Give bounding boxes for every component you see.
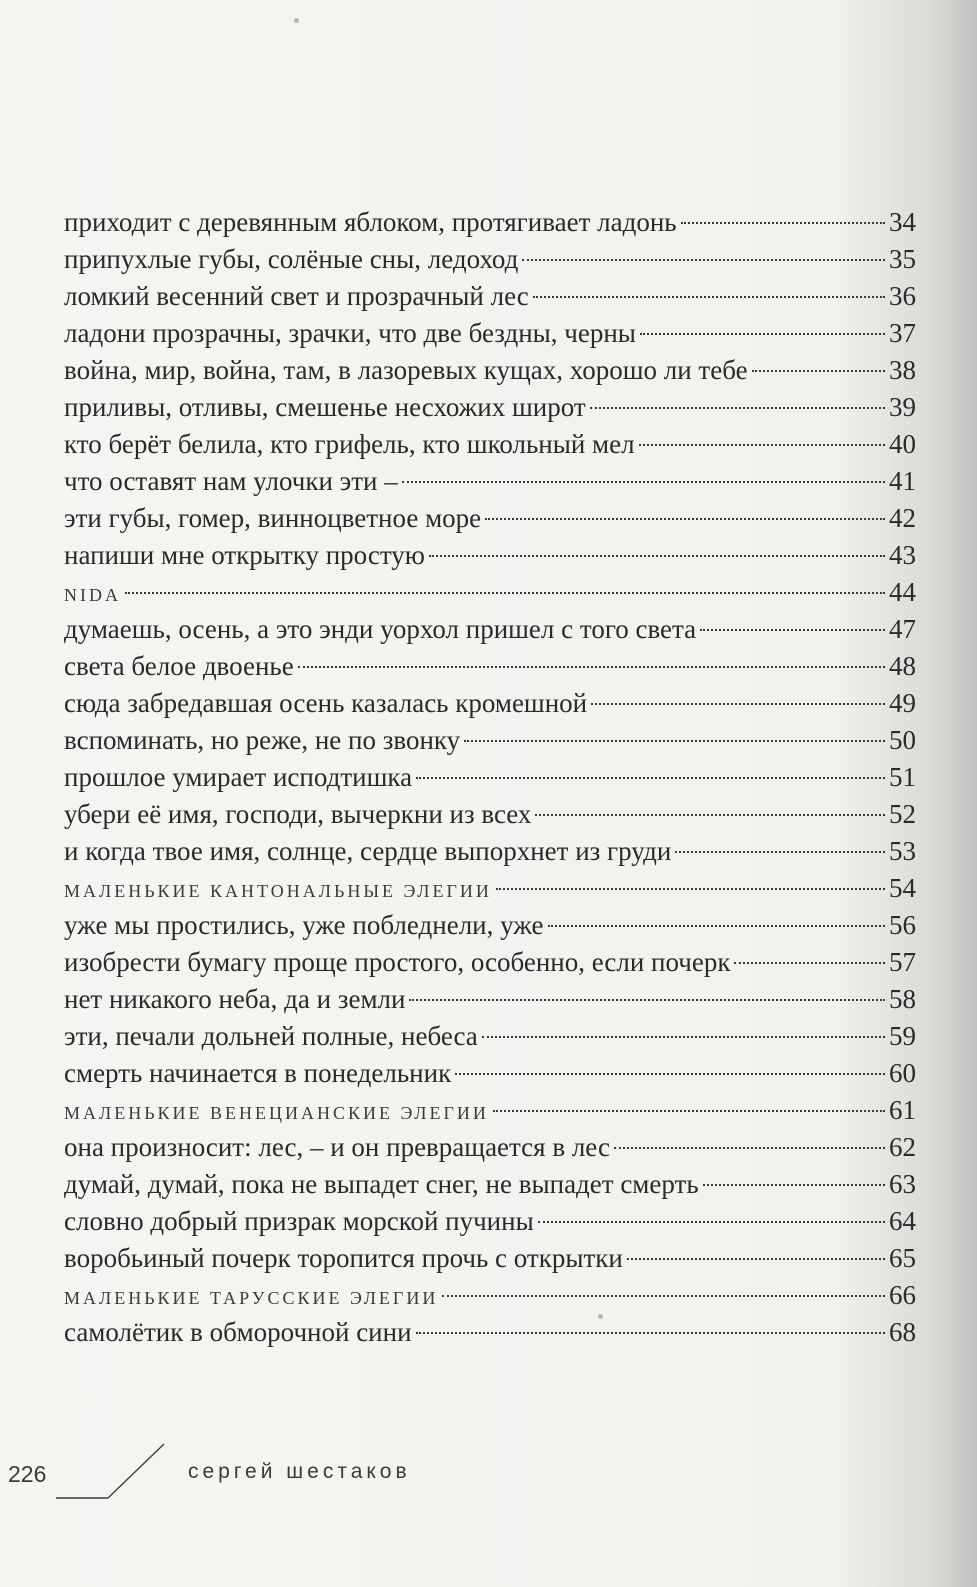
toc-page-number: 44 — [889, 577, 916, 607]
toc-entry-title: сюда забредавшая осень казалась кромешной — [64, 688, 588, 718]
toc-page-number: 51 — [889, 762, 916, 792]
toc-page-number: 61 — [889, 1095, 916, 1125]
toc-section-title: МАЛЕНЬКИЕ КАНТОНАЛЬНЫЕ ЭЛЕГИИ — [64, 881, 492, 901]
toc-entry-title: воробьиный почерк торопится прочь с открытки — [64, 1243, 623, 1273]
dot-leader — [591, 703, 885, 705]
toc-entry-title: нет никакого неба, да и земли — [64, 984, 406, 1014]
toc-entry — [64, 537, 916, 574]
toc-page-number: 62 — [889, 1132, 916, 1162]
paper-speck — [294, 18, 299, 23]
toc-page-number: 68 — [889, 1317, 916, 1347]
toc-page-number: 37 — [889, 318, 916, 348]
toc-entry — [64, 352, 916, 389]
toc-entry-title: она произносит: лес, – и он превращается в лес — [64, 1132, 610, 1162]
toc-entry-title: убери её имя, господи, вычеркни из всех — [64, 799, 532, 829]
toc-entry-title: прошлое умирает исподтишка — [64, 762, 413, 792]
toc-page-number: 57 — [889, 947, 916, 977]
toc-entry-title: смерть начинается в понедельник — [64, 1058, 452, 1088]
toc-entry — [64, 1092, 916, 1129]
dot-leader — [493, 1110, 885, 1112]
running-footer-author: сергей шестаков — [188, 1460, 411, 1483]
toc-page-number: 42 — [889, 503, 916, 533]
toc-entry — [64, 1277, 916, 1314]
toc-entry-title: вспоминать, но реже, не по звонку — [64, 725, 461, 755]
toc-entry — [64, 1055, 916, 1092]
toc-entry — [64, 722, 916, 759]
toc-entry-title: и когда твое имя, солнце, сердце выпорхнет из груди — [64, 836, 672, 866]
dot-leader — [734, 962, 885, 964]
toc-entry — [64, 463, 916, 500]
toc-page-number: 39 — [889, 392, 916, 422]
toc-page-number: 43 — [889, 540, 916, 570]
dot-leader — [298, 666, 885, 668]
toc-entry — [64, 500, 916, 537]
toc-section-title: МАЛЕНЬКИЕ ТАРУССКИЕ ЭЛЕГИИ — [64, 1288, 439, 1308]
toc-page-number: 36 — [889, 281, 916, 311]
toc-entry — [64, 1129, 916, 1166]
toc-entry — [64, 574, 916, 611]
dot-leader — [538, 1221, 885, 1223]
toc-entry-title: уже мы простились, уже побледнели, уже — [64, 910, 544, 940]
toc-entry-title: думаешь, осень, а это энди уорхол пришел с того света — [64, 614, 697, 644]
toc-entry — [64, 796, 916, 833]
dot-leader — [455, 1073, 885, 1075]
toc-page-number: 35 — [889, 244, 916, 274]
toc-entry — [64, 611, 916, 648]
toc-entry — [64, 944, 916, 981]
toc-page-number: 49 — [889, 688, 916, 718]
dot-leader — [125, 592, 885, 594]
dot-leader — [535, 814, 885, 816]
toc-entry — [64, 1314, 916, 1351]
toc-page-number: 40 — [889, 429, 916, 459]
dot-leader — [533, 296, 885, 298]
dot-leader — [614, 1147, 885, 1149]
toc-page-number: 56 — [889, 910, 916, 940]
dot-leader — [752, 370, 885, 372]
toc-entry-title: самолётик в обморочной сини — [64, 1317, 412, 1347]
dot-leader — [429, 555, 885, 557]
toc-entry — [64, 315, 916, 352]
toc-entry-title: ломкий весенний свет и прозрачный лес — [64, 281, 529, 311]
dot-leader — [442, 1295, 885, 1297]
toc-entry — [64, 389, 916, 426]
toc-page-number: 38 — [889, 355, 916, 385]
dot-leader — [416, 1332, 885, 1334]
toc-entry-title: война, мир, война, там, в лазоревых кущах, хорошо ли тебе — [64, 355, 748, 385]
toc-entry-title: словно добрый призрак морской пучины — [64, 1206, 534, 1236]
dot-leader — [548, 925, 885, 927]
dot-leader — [703, 1184, 885, 1186]
toc-page-number: 34 — [889, 207, 916, 237]
toc-entry — [64, 426, 916, 463]
dot-leader — [482, 1036, 885, 1038]
toc-entry — [64, 1203, 916, 1240]
dot-leader — [409, 999, 885, 1001]
toc-section-title: NIDA — [64, 585, 121, 605]
page-footer — [0, 1440, 977, 1520]
toc-entry — [64, 870, 916, 907]
toc-page-number: 54 — [889, 873, 916, 903]
toc-page-number: 53 — [889, 836, 916, 866]
dot-leader — [639, 444, 885, 446]
toc-entry-title: приходит с деревянным яблоком, протягивает ладонь — [64, 207, 677, 237]
toc-entry — [64, 981, 916, 1018]
toc-entry-title: приливы, отливы, смешенье несхожих широт — [64, 392, 586, 422]
toc-entry-title: напиши мне открытку простую — [64, 540, 425, 570]
toc-entry — [64, 204, 916, 241]
toc-entry — [64, 1166, 916, 1203]
toc-page-number: 65 — [889, 1243, 916, 1273]
dot-leader — [402, 481, 885, 483]
dot-leader — [416, 777, 885, 779]
page-number: 226 — [8, 1461, 47, 1487]
toc-page-number: 64 — [889, 1206, 916, 1236]
toc-page-number: 41 — [889, 466, 916, 496]
toc-page-number: 66 — [889, 1280, 916, 1310]
toc-section-title: МАЛЕНЬКИЕ ВЕНЕЦИАНСКИЕ ЭЛЕГИИ — [64, 1103, 489, 1123]
toc-entry-title: думай, думай, пока не выпадет снег, не выпадет смерть — [64, 1169, 699, 1199]
toc-page-number: 50 — [889, 725, 916, 755]
toc-entry — [64, 648, 916, 685]
toc-entry — [64, 685, 916, 722]
dot-leader — [627, 1258, 885, 1260]
toc-entry — [64, 1018, 916, 1055]
toc-entry-title: что оставят нам улочки эти – — [64, 466, 398, 496]
dot-leader — [700, 629, 885, 631]
toc-page-number: 47 — [889, 614, 916, 644]
spine-shadow — [949, 0, 977, 1587]
toc-page-number: 52 — [889, 799, 916, 829]
toc-entry-title: изобрести бумагу проще простого, особенно, если почерк — [64, 947, 731, 977]
dot-leader — [464, 740, 885, 742]
dot-leader — [681, 222, 885, 224]
toc-page-number: 63 — [889, 1169, 916, 1199]
toc-entry — [64, 833, 916, 870]
dot-leader — [485, 518, 885, 520]
dot-leader — [640, 333, 885, 335]
toc-entry — [64, 759, 916, 796]
toc-entry-title: кто берёт белила, кто грифель, кто школьный мел — [64, 429, 635, 459]
toc-page-number: 59 — [889, 1021, 916, 1051]
toc-entry — [64, 907, 916, 944]
toc-entry-title: эти, печали дольней полные, небеса — [64, 1021, 478, 1051]
dot-leader — [496, 888, 885, 890]
toc-page-number: 58 — [889, 984, 916, 1014]
toc-entry — [64, 278, 916, 315]
dot-leader — [522, 259, 885, 261]
dot-leader — [590, 407, 885, 409]
toc-entry-title: света белое двоенье — [64, 651, 294, 681]
toc-entry-title: припухлые губы, солёные сны, ледоход — [64, 244, 519, 274]
table-of-contents — [64, 204, 916, 1351]
toc-entry — [64, 241, 916, 278]
toc-page-number: 48 — [889, 651, 916, 681]
footer-slash-rule — [56, 1440, 186, 1520]
toc-entry — [64, 1240, 916, 1277]
toc-entry-title: ладони прозрачны, зрачки, что две бездны, черны — [64, 318, 636, 348]
dot-leader — [675, 851, 885, 853]
toc-entry-title: эти губы, гомер, винноцветное море — [64, 503, 482, 533]
toc-page-number: 60 — [889, 1058, 916, 1088]
